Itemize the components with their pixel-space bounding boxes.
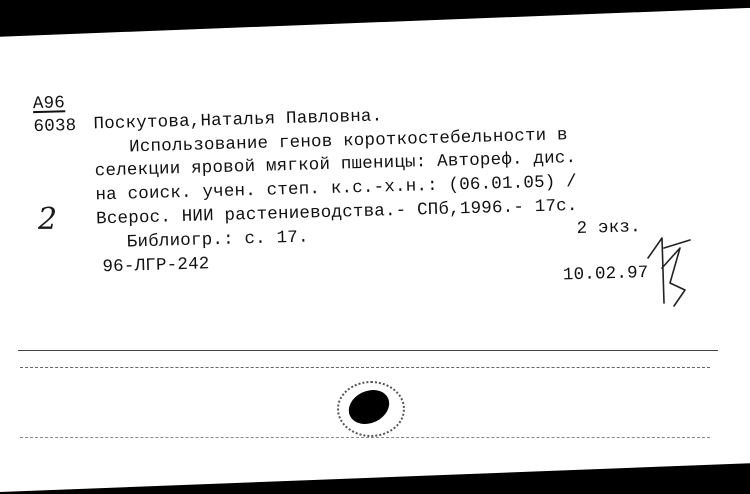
author-line: Поскутова,Наталья Павловна. bbox=[93, 106, 383, 135]
handwritten-number: 2 bbox=[38, 202, 58, 237]
copies: 2 экз. bbox=[576, 217, 642, 239]
bottom-dashed-rule bbox=[20, 437, 710, 438]
registration-code: 96-ЛГР-242 bbox=[102, 254, 210, 278]
title-line-1: Использование генов короткостебельности в bbox=[128, 125, 569, 158]
lower-rule bbox=[18, 350, 718, 351]
title-line-3: на соиск. учен. степ. к.с.-х.н.: (06.01.05) / bbox=[95, 171, 578, 206]
publisher-line: Всерос. НИИ растениеводства.- СПб,1996.- 17с. bbox=[95, 195, 578, 230]
title-line-2: селекции яровой мягкой пшеницы: Автореф. дис. bbox=[94, 147, 577, 182]
date-stamp: 10.02.97 bbox=[562, 263, 649, 286]
shelfmark: А96 bbox=[32, 93, 66, 115]
bibliography-note: Библиогр.: с. 17. bbox=[126, 227, 309, 253]
accession-number: 6038 bbox=[33, 115, 77, 138]
lower-dashed-rule bbox=[20, 367, 710, 368]
signature-mark bbox=[640, 228, 700, 313]
